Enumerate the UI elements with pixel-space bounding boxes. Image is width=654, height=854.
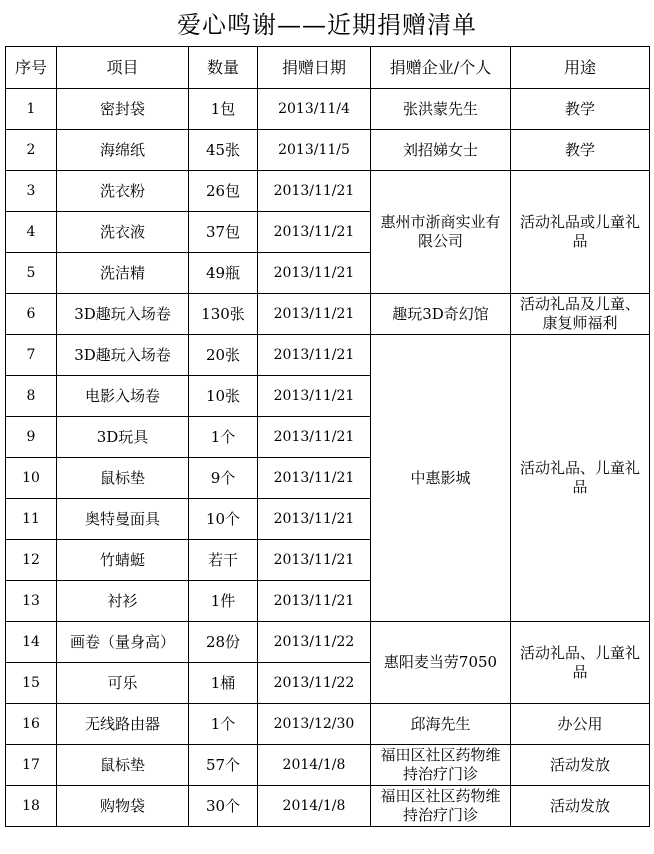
cell-qty: 28份 — [189, 622, 258, 663]
cell-donor: 惠阳麦当劳7050 — [371, 622, 511, 704]
cell-item: 3D趣玩入场卷 — [57, 294, 189, 335]
cell-no: 1 — [6, 89, 57, 130]
cell-qty: 37包 — [189, 212, 258, 253]
header-qty: 数量 — [189, 47, 258, 89]
cell-item: 3D趣玩入场卷 — [57, 335, 189, 376]
cell-use: 活动发放 — [511, 786, 650, 827]
table-row — [6, 171, 650, 212]
cell-donor: 趣玩3D奇幻馆 — [371, 294, 511, 335]
cell-donor: 张洪蒙先生 — [371, 89, 511, 130]
cell-donor: 中惠影城 — [371, 335, 511, 622]
cell-qty: 1桶 — [189, 663, 258, 704]
cell-date: 2013/11/21 — [258, 458, 371, 499]
cell-donor: 惠州市浙商实业有限公司 — [371, 171, 511, 294]
cell-item: 可乐 — [57, 663, 189, 704]
cell-date: 2014/1/8 — [258, 745, 371, 786]
cell-item: 密封袋 — [57, 89, 189, 130]
cell-use: 教学 — [511, 130, 650, 171]
cell-use: 活动礼品及儿童、康复师福利 — [511, 294, 650, 335]
cell-date: 2013/11/21 — [258, 376, 371, 417]
cell-date: 2013/11/21 — [258, 499, 371, 540]
cell-qty: 45张 — [189, 130, 258, 171]
cell-donor: 刘招娣女士 — [371, 130, 511, 171]
cell-use: 活动发放 — [511, 745, 650, 786]
cell-qty: 20张 — [189, 335, 258, 376]
header-date: 捐赠日期 — [258, 47, 371, 89]
cell-qty: 若干 — [189, 540, 258, 581]
cell-use: 教学 — [511, 89, 650, 130]
cell-date: 2013/11/21 — [258, 253, 371, 294]
cell-item: 奥特曼面具 — [57, 499, 189, 540]
cell-qty: 1个 — [189, 704, 258, 745]
cell-qty: 9个 — [189, 458, 258, 499]
cell-use: 活动礼品或儿童礼品 — [511, 171, 650, 294]
cell-date: 2013/12/30 — [258, 704, 371, 745]
header-row — [6, 47, 650, 89]
table-row — [6, 704, 650, 745]
cell-date: 2013/11/21 — [258, 171, 371, 212]
cell-qty: 26包 — [189, 171, 258, 212]
cell-item: 鼠标垫 — [57, 745, 189, 786]
cell-item: 购物袋 — [57, 786, 189, 827]
cell-date: 2013/11/22 — [258, 622, 371, 663]
cell-item: 无线路由器 — [57, 704, 189, 745]
cell-item: 竹蜻蜓 — [57, 540, 189, 581]
cell-date: 2013/11/21 — [258, 540, 371, 581]
cell-item: 画卷（量身高） — [57, 622, 189, 663]
page-title: 爱心鸣谢——近期捐赠清单 — [177, 11, 477, 39]
cell-date: 2013/11/21 — [258, 417, 371, 458]
header-item: 项目 — [57, 47, 189, 89]
cell-no: 6 — [6, 294, 57, 335]
cell-qty: 10张 — [189, 376, 258, 417]
cell-item: 洗衣粉 — [57, 171, 189, 212]
cell-qty: 1个 — [189, 417, 258, 458]
cell-no: 14 — [6, 622, 57, 663]
cell-no: 16 — [6, 704, 57, 745]
cell-no: 15 — [6, 663, 57, 704]
cell-use: 活动礼品、儿童礼品 — [511, 622, 650, 704]
cell-use: 办公用 — [511, 704, 650, 745]
cell-qty: 130张 — [189, 294, 258, 335]
cell-date: 2013/11/21 — [258, 294, 371, 335]
cell-no: 10 — [6, 458, 57, 499]
cell-no: 7 — [6, 335, 57, 376]
cell-qty: 1包 — [189, 89, 258, 130]
cell-no: 5 — [6, 253, 57, 294]
cell-donor: 邱海先生 — [371, 704, 511, 745]
table-row — [6, 786, 650, 827]
cell-date: 2013/11/5 — [258, 130, 371, 171]
cell-no: 9 — [6, 417, 57, 458]
donation-table — [5, 46, 650, 827]
table-row — [6, 89, 650, 130]
cell-item: 3D玩具 — [57, 417, 189, 458]
cell-no: 8 — [6, 376, 57, 417]
cell-date: 2013/11/21 — [258, 335, 371, 376]
cell-qty: 57个 — [189, 745, 258, 786]
cell-date: 2013/11/4 — [258, 89, 371, 130]
cell-no: 13 — [6, 581, 57, 622]
cell-item: 鼠标垫 — [57, 458, 189, 499]
table-row — [6, 622, 650, 663]
cell-item: 海绵纸 — [57, 130, 189, 171]
cell-use: 活动礼品、儿童礼品 — [511, 335, 650, 622]
header-use: 用途 — [511, 47, 650, 89]
cell-date: 2014/1/8 — [258, 786, 371, 827]
cell-qty: 30个 — [189, 786, 258, 827]
cell-no: 18 — [6, 786, 57, 827]
cell-qty: 10个 — [189, 499, 258, 540]
cell-no: 12 — [6, 540, 57, 581]
cell-no: 3 — [6, 171, 57, 212]
table-row — [6, 130, 650, 171]
header-donor: 捐赠企业/个人 — [371, 47, 511, 89]
cell-date: 2013/11/22 — [258, 663, 371, 704]
table-row — [6, 294, 650, 335]
cell-no: 17 — [6, 745, 57, 786]
cell-no: 4 — [6, 212, 57, 253]
cell-qty: 1件 — [189, 581, 258, 622]
cell-date: 2013/11/21 — [258, 581, 371, 622]
cell-item: 电影入场卷 — [57, 376, 189, 417]
header-no: 序号 — [6, 47, 57, 89]
cell-donor: 福田区社区药物维持治疗门诊 — [371, 786, 511, 827]
cell-item: 洗衣液 — [57, 212, 189, 253]
cell-no: 11 — [6, 499, 57, 540]
cell-donor: 福田区社区药物维持治疗门诊 — [371, 745, 511, 786]
cell-item: 衬衫 — [57, 581, 189, 622]
table-row — [6, 745, 650, 786]
cell-item: 洗洁精 — [57, 253, 189, 294]
cell-no: 2 — [6, 130, 57, 171]
cell-qty: 49瓶 — [189, 253, 258, 294]
table-row — [6, 335, 650, 376]
cell-date: 2013/11/21 — [258, 212, 371, 253]
